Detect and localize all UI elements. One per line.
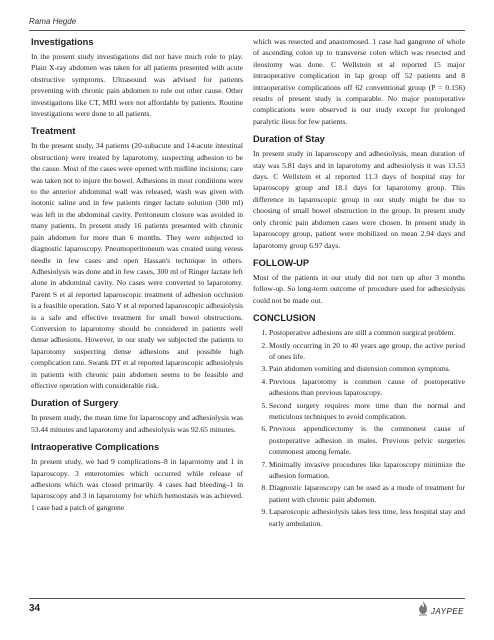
paragraph-complications: In present study, we had 9 complications–8 in laparotomy and 1 in laparoscopy. 3 enterotomies which occurred while release of adhesions which was closed primarily. 4 cases had bleeding–1 in laparoscopy and 3 in laparotomy for which hemostasis was achieved. 1 case had a patch of gangrene: [31, 457, 243, 512]
publisher-name: JAYPEE: [430, 607, 464, 616]
conclusion-item: 3. Pain abdomen vomiting and distension common symptoms.: [269, 363, 465, 374]
heading-duration-surgery: Duration of Surgery: [31, 398, 119, 409]
footer-rule: [29, 598, 465, 599]
left-column: [31, 36, 243, 519]
conclusion-item: 9. Laparoscopic adhesiolysis takes less time, less hospital stay and early ambulation.: [269, 506, 465, 529]
heading-followup: FOLLOW-UP: [253, 257, 310, 268]
paragraph-followup: Most of the patients in our study did not turn up after 3 months follow-up. So long-term outcome of procedure used for adhesiolysis could not be made out.: [253, 272, 465, 305]
heading-investigations: Investigations: [31, 37, 94, 47]
conclusion-list: [253, 327, 465, 529]
paragraph-investigations: In the present study investigations did not have much role to play. Plain X-ray abdomen was taken for all patients presented with acute obstructive symptoms. Ultrasound was advised for patients preventing with chronic pain abdomen to rule out other cause. Other investigations like CT, MRI were not affordable by patients. Routine investigations were done to all patients.: [31, 52, 243, 119]
right-column: [253, 36, 465, 533]
publisher-logo: [417, 600, 464, 616]
paragraph-duration-stay: In present study in laparoscopy and adhesiolysis, mean duration of stay was 5.81 days and in laparotomy and adhesiolysis it was 13.53 days. C Wellstein et al reported 11.3 days of hospital stay for laparoscopy group and 18.1 days for laparotomy group. This difference in laparoscopic group in our study might be due to choosing of small bowel obstruction in the group. In present study only chronic pain abdomen cases were chosen. In present study in laparoscopy group, patient were mobilized on mean 2.94 days and laparotomy group 6.97 days.: [253, 149, 465, 250]
running-head: Rama Hegde: [29, 17, 77, 26]
header-rule: [29, 30, 465, 31]
heading-conclusion: CONCLUSION: [253, 313, 316, 324]
heading-complications: Intraoperative Complications: [31, 442, 160, 453]
conclusion-item: 6. Previous appendicectomy is the commonest cause of postoperative adhesion in males. Previous pelvic surgeries commonest among female.: [269, 423, 465, 457]
conclusion-item: 4. Previous laparotomy is common cause of postoperative adhesions than previous laparoscopy.: [269, 376, 465, 399]
page-number: 34: [29, 603, 41, 614]
paragraph-treatment: In the present study, 34 patients (20-subacute and 14-acute intestinal obstruction) were treated by laparotomy, suspecting adhesion to be the cause. Most of the cases were opened with midline incisions; care was taken not to injure the bowel. Adhesions in most conditions were to the anterior abdominal wall was released, wash was given with isotonic saline and in few patients ringer lactate solution (300 ml) was left in the abdominal cavity. Peritoneum closure was avoided in many patients. In present study 16 patients presented with chronic pain abdomen for more than 6 months. They were subjected to diagnostic laparoscopy. Pneumoperitoneum was created using veress needle in few cases and open Hassan's technique in others. Adhesiolysis was done and in few cases, 300 ml of Ringer lactate left alone in abdominal cavity. No cases were converted to laparotomy. Parent S et al reported laparoscopic treatment of adhesion occlusion is a feasible operation. Sato Y et al reported laparoscopic adhesiolysis is a safe and effective treatment for small bowel obstructions. Conversion to laparotomy should be considered in patients well dense adhesions. However, in our study we subjected the patients to laparotomy suspecting dense adhesions and possible high complication rate. Swank DT et al reported laparoscopic adhesiolysis in patients with chronic pain abdomen seems to be feasible and effective operation with considerable risk.: [31, 141, 243, 390]
heading-duration-stay: Duration of Stay: [253, 134, 325, 145]
paragraph-continued: which was resected and anastomosed. 1 case had gangrene of whole of ascending colon up to transverse colon which was resected and ileostomy was done. C Wellstein et al reported 15 major intraoperative complication in lap group off 52 patients and 8 intraoperative complications off 62 conventional group (P = 0.156) results of present study is comparable. No major postoperative complications were observed is our study except for prolonged paralytic ileus for few patients.: [253, 37, 465, 126]
conclusion-item: 1. Postoperative adhesions are still a common surgical problem.: [269, 327, 465, 338]
conclusion-item: 2. Mostly occurring in 20 to 40 years age group, the active period of ones life.: [269, 340, 465, 363]
heading-treatment: Treatment: [31, 126, 76, 137]
conclusion-item: 7. Minimally invasive procedures like laparoscopy minimize the adhesion formation.: [269, 459, 465, 482]
section-duration-stay: [253, 133, 465, 251]
section-conclusion: [253, 312, 465, 529]
section-followup: [253, 257, 465, 306]
section-treatment: [31, 125, 243, 391]
jaypee-logo-icon: [417, 600, 429, 616]
conclusion-item: 8. Diagnostic laparoscopy can be used as a mode of treatment for patient with chronic pain abdomen.: [269, 482, 465, 505]
conclusion-item: 5. Second surgery requires more time than the normal and meticulous techniques to avoid complication.: [269, 400, 465, 423]
section-complications: [31, 441, 243, 513]
paragraph-duration-surgery: In present study, the mean time for laparoscopy and adhesiolysis was 53.44 minutes and laparotomy and adhesiolysis was 92.65 minutes.: [31, 413, 243, 434]
section-investigations: [31, 36, 243, 119]
section-duration-surgery: [31, 397, 243, 435]
